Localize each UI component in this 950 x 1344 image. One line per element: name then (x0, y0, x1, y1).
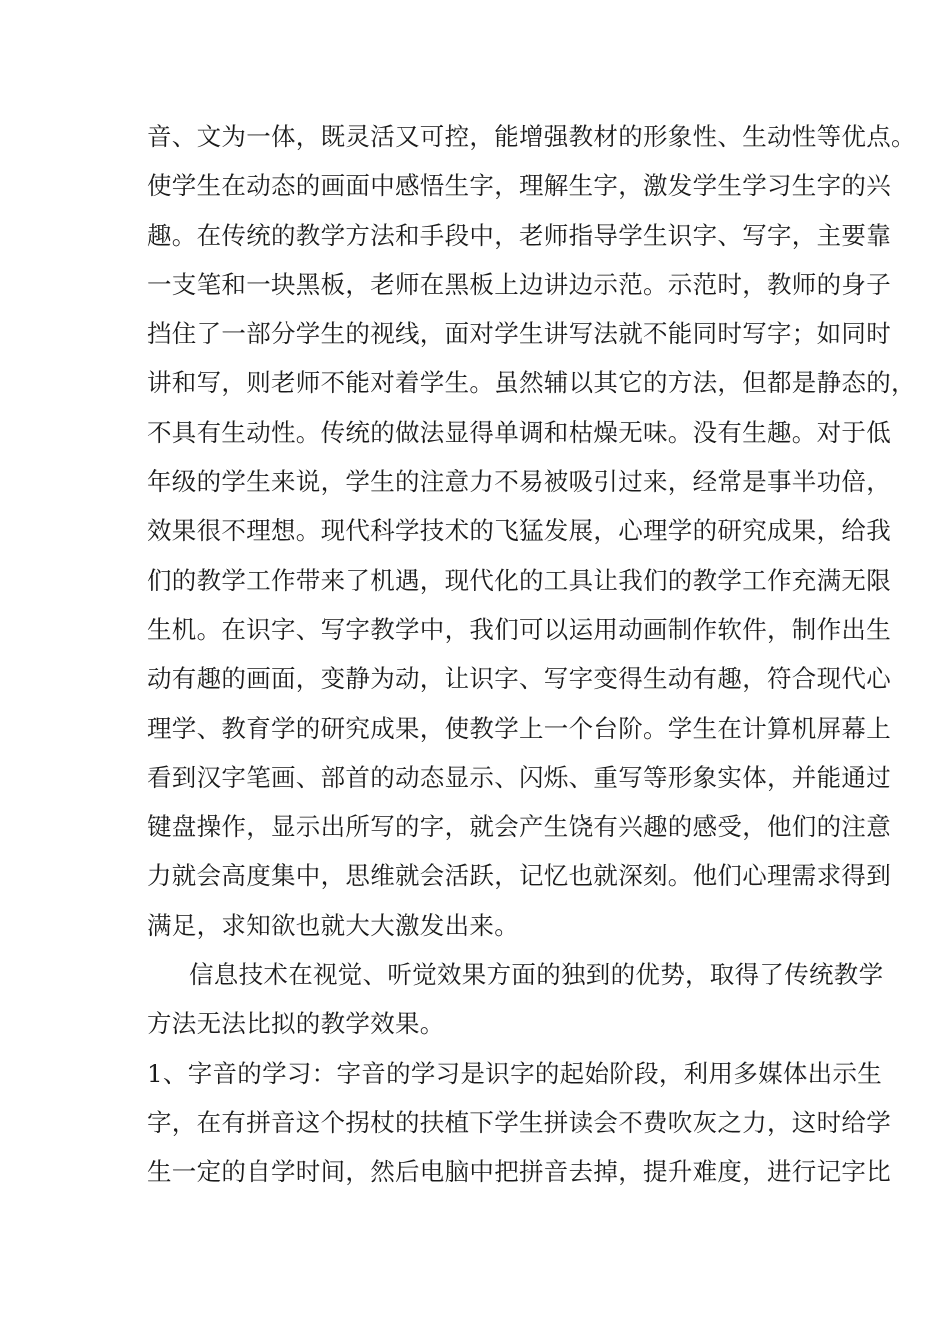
paragraph-first-line: 信息技术在视觉、听觉效果方面的独到的优势，取得了传统教学 (189, 960, 884, 990)
text-line: 字，在有拼音这个拐杖的扶植下学生拼读会不费吹灰之力，这时给学 (147, 1107, 891, 1137)
text-line: 音、文为一体，既灵活又可控，能增强教材的形象性、生动性等优点。 (147, 122, 916, 151)
text-line: 看到汉字笔画、部首的动态显示、闪烁、重写等形象实体，并能通过 (147, 762, 891, 792)
text-line: 挡住了一部分学生的视线，面对学生讲写法就不能同时写字；如同时 (147, 319, 891, 349)
list-item-first-line: 1、字音的学习：字音的学习是识字的起始阶段，利用多媒体出示生 (147, 1058, 883, 1088)
text-line: 趣。在传统的教学方法和手段中，老师指导学生识字、写字，主要靠 (147, 220, 891, 250)
text-line: 理学、教育学的研究成果，使教学上一个台阶。学生在计算机屏幕上 (147, 713, 891, 743)
text-line: 们的教学工作带来了机遇，现代化的工具让我们的教学工作充满无限 (147, 565, 891, 595)
body-text (147, 112, 916, 1197)
text-line: 满足，求知欲也就大大激发出来。 (147, 910, 519, 940)
text-line: 使学生在动态的画面中感悟生字，理解生字，激发学生学习生字的兴 (147, 171, 891, 201)
text-line: 键盘操作，显示出所写的字，就会产生饶有兴趣的感受，他们的注意 (147, 812, 891, 842)
text-line: 方法无法比拟的教学效果。 (147, 1009, 445, 1039)
text-line: 力就会高度集中，思维就会活跃，记忆也就深刻。他们心理需求得到 (147, 861, 891, 891)
text-line: 讲和写，则老师不能对着学生。虽然辅以其它的方法，但都是静态的， (147, 368, 916, 398)
text-line: 效果很不理想。现代科学技术的飞猛发展，心理学的研究成果，给我 (147, 516, 891, 546)
text-line: 动有趣的画面，变静为动，让识字、写字变得生动有趣，符合现代心 (147, 664, 891, 694)
text-line: 一支笔和一块黑板，老师在黑板上边讲边示范。示范时，教师的身子 (147, 269, 891, 299)
text-line: 生机。在识字、写字教学中，我们可以运用动画制作软件，制作出生 (147, 614, 891, 644)
text-line: 年级的学生来说，学生的注意力不易被吸引过来，经常是事半功倍， (147, 467, 891, 497)
text-line: 不具有生动性。传统的做法显得单调和枯燥无味。没有生趣。对于低 (147, 417, 891, 447)
text-line: 生一定的自学时间，然后电脑中把拼音去掉，提升难度，进行记字比 (147, 1157, 891, 1187)
